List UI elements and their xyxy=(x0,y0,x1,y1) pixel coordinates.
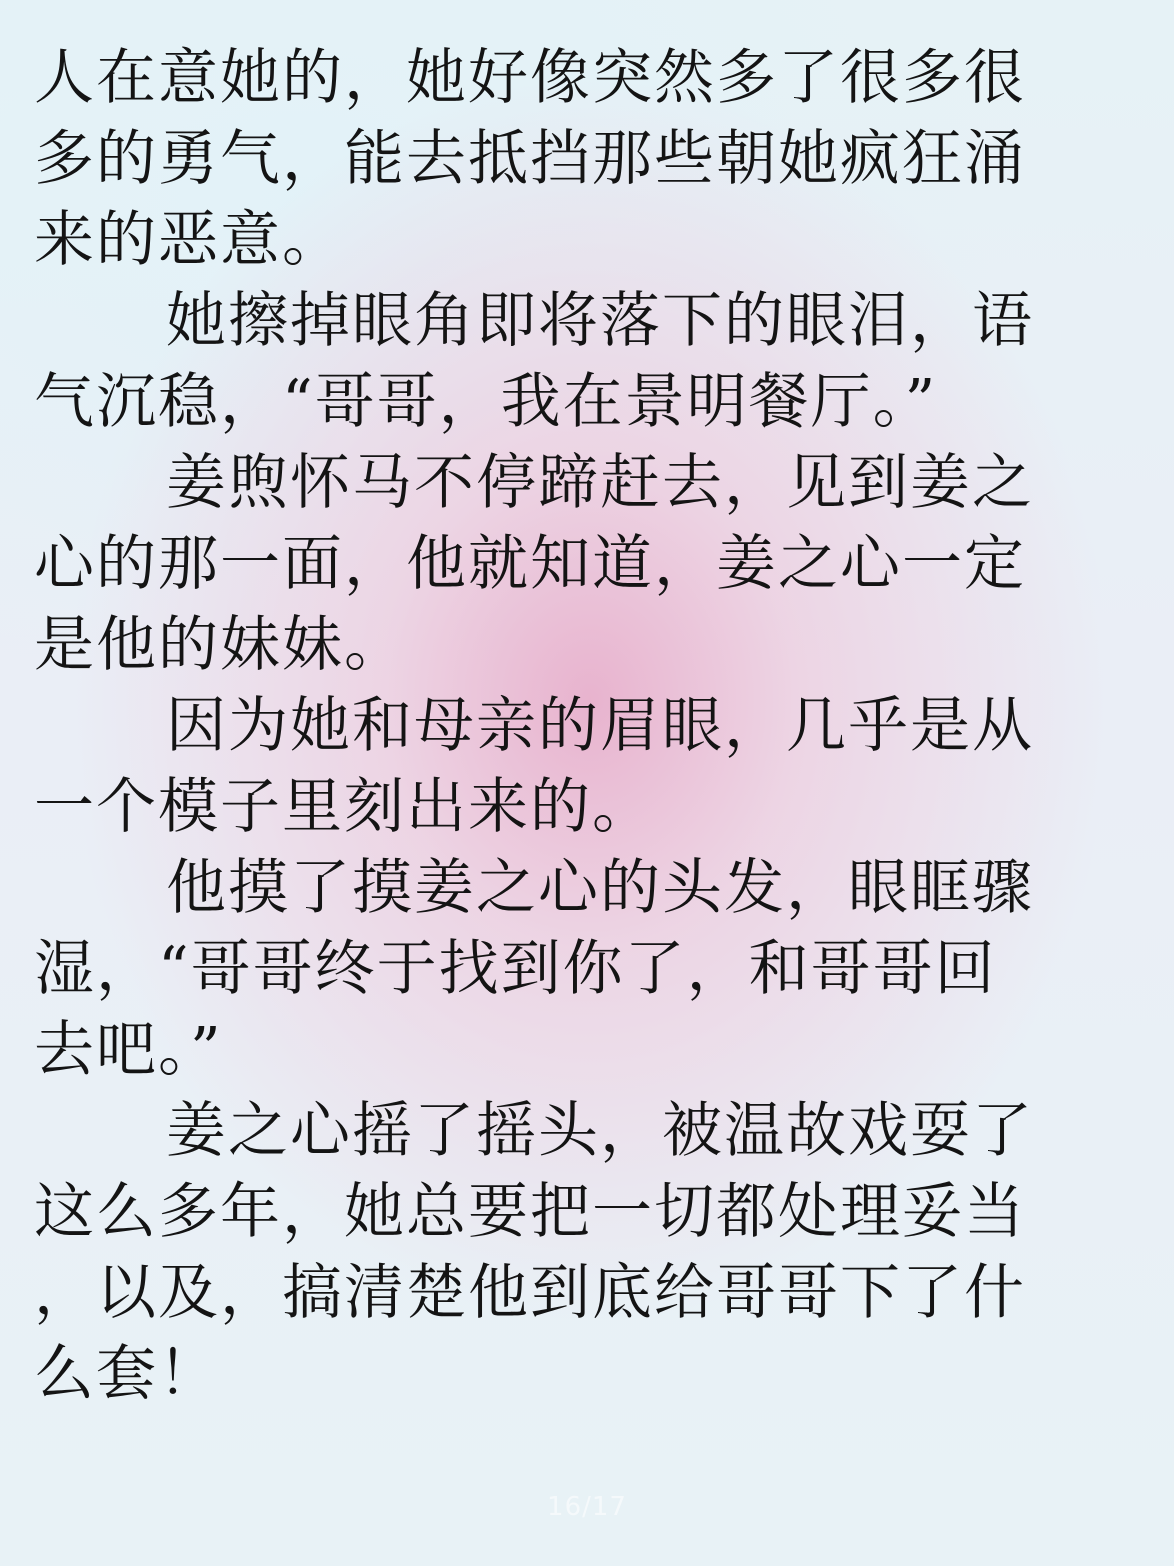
paragraph-start-line: 姜之心摇了摇头，被温故戏耍了 xyxy=(166,1096,1034,1166)
text-line: 一个模子里刻出来的。 xyxy=(34,772,654,842)
paragraph-start-line: 因为她和母亲的眉眼，几乎是从 xyxy=(166,691,1034,761)
paragraph-start-line: 她擦掉眼角即将落下的眼泪，语 xyxy=(166,286,1034,356)
text-line: 是他的妹妹。 xyxy=(34,610,406,680)
text-line: 气沉稳，“哥哥，我在景明餐厅。” xyxy=(34,367,938,437)
paragraph-start-line: 他摸了摸姜之心的头发，眼眶骤 xyxy=(166,853,1034,923)
text-line: 多的勇气，能去抵挡那些朝她疯狂涌 xyxy=(34,124,1026,194)
text-line: 心的那一面，他就知道，姜之心一定 xyxy=(34,529,1026,599)
text-line: 湿，“哥哥终于找到你了，和哥哥回 xyxy=(34,934,997,1004)
text-line: 么套！ xyxy=(34,1339,220,1409)
text-line: 去吧。” xyxy=(34,1015,223,1085)
story-text xyxy=(34,38,1104,1415)
text-line: 人在意她的，她好像突然多了很多很 xyxy=(34,43,1026,113)
paragraph-start-line: 姜煦怀马不停蹄赶去，见到姜之 xyxy=(166,448,1034,518)
page-number: 16/17 xyxy=(547,1492,627,1522)
text-line: 来的恶意。 xyxy=(34,205,344,275)
text-line: ，以及，搞清楚他到底给哥哥下了什 xyxy=(34,1258,1026,1328)
text-line: 这么多年，她总要把一切都处理妥当 xyxy=(34,1177,1026,1247)
